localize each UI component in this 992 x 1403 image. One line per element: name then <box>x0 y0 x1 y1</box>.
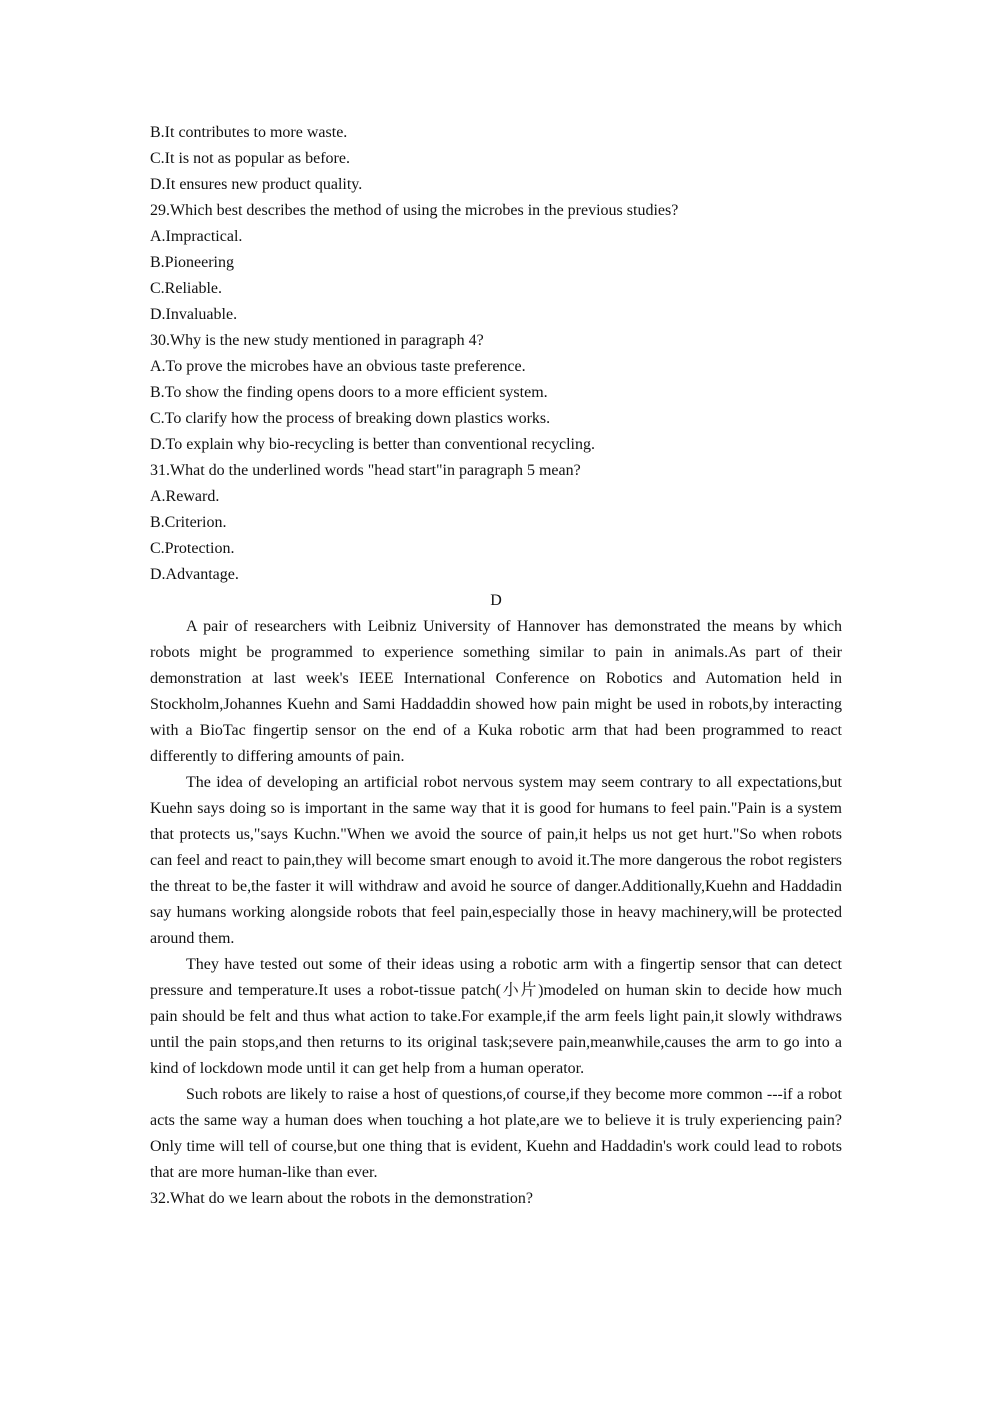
option-28-b: B.It contributes to more waste. <box>150 124 348 141</box>
paragraph-2: The idea of developing an artificial robot nervous system may seem contrary to all expectations,but Kuehn says doing so is important in the same way that it is good for humans to feel pain."Pain is a system that protects us,"says Kuchn."When we avoid the source of pain,it helps us not get hurt."So when robots can feel and react to pain,they will become smart enough to avoid it.The more dangerous the robot registers the threat to be,the faster it will withdraw and avoid he source of danger.Additionally,Kuehn and Haddadin say humans working alongside robots that feel pain,especially those in heavy machinery,will be protected around them. <box>150 774 842 947</box>
option-31-c: C.Protection. <box>150 540 235 557</box>
question-32: 32.What do we learn about the robots in the demonstration? <box>150 1190 534 1207</box>
option-29-a: A.Impractical. <box>150 228 243 245</box>
option-30-c: C.To clarify how the process of breaking down plastics works. <box>150 410 551 427</box>
paragraph-3: They have tested out some of their ideas using a robotic arm with a fingertip sensor that can detect pressure and temperature.It uses a robot-tissue patch(小片)modeled on human skin to decide how much pain should be felt and thus what action to take.For example,if the arm feels light pain,it slowly withdraws until the pain stops,and then returns to its original task;severe pain,meanwhile,causes the arm to go into a kind of lockdown mode until it can get help from a human operator. <box>150 956 842 1077</box>
option-28-d: D.It ensures new product quality. <box>150 176 363 193</box>
option-31-d: D.Advantage. <box>150 566 239 583</box>
paragraph-1: A pair of researchers with Leibniz University of Hannover has demonstrated the means by which robots might be programmed to experience something similar to pain in animals.As part of their demonstration at last week's IEEE International Conference on Robotics and Automation held in Stockholm,Johannes Kuehn and Sami Haddaddin showed how pain might be used in robots,by interacting with a BioTac fingertip sensor on the end of a Kuka robotic arm that had been programmed to react differently to differing amounts of pain. <box>150 618 842 765</box>
option-30-b: B.To show the finding opens doors to a more efficient system. <box>150 384 548 401</box>
option-30-d: D.To explain why bio-recycling is better than conventional recycling. <box>150 436 595 453</box>
question-29: 29.Which best describes the method of using the microbes in the previous studies? <box>150 202 679 219</box>
option-29-b: B.Pioneering <box>150 254 234 271</box>
section-heading: D <box>490 592 502 609</box>
option-28-c: C.It is not as popular as before. <box>150 150 350 167</box>
option-29-d: D.Invaluable. <box>150 306 238 323</box>
option-29-c: C.Reliable. <box>150 280 222 297</box>
option-31-a: A.Reward. <box>150 488 220 505</box>
option-30-a: A.To prove the microbes have an obvious taste preference. <box>150 358 526 375</box>
document-body <box>150 120 842 1212</box>
question-31: 31.What do the underlined words "head start"in paragraph 5 mean? <box>150 462 581 479</box>
paragraph-4: Such robots are likely to raise a host of questions,of course,if they become more common ---if a robot acts the same way a human does when touching a hot plate,are we to believe it is truly experiencing pain?Only time will tell of course,but one thing that is evident, Kuehn and Haddadin's work could lead to robots that are more human-like than ever. <box>150 1086 842 1181</box>
question-30: 30.Why is the new study mentioned in paragraph 4? <box>150 332 484 349</box>
option-31-b: B.Criterion. <box>150 514 227 531</box>
